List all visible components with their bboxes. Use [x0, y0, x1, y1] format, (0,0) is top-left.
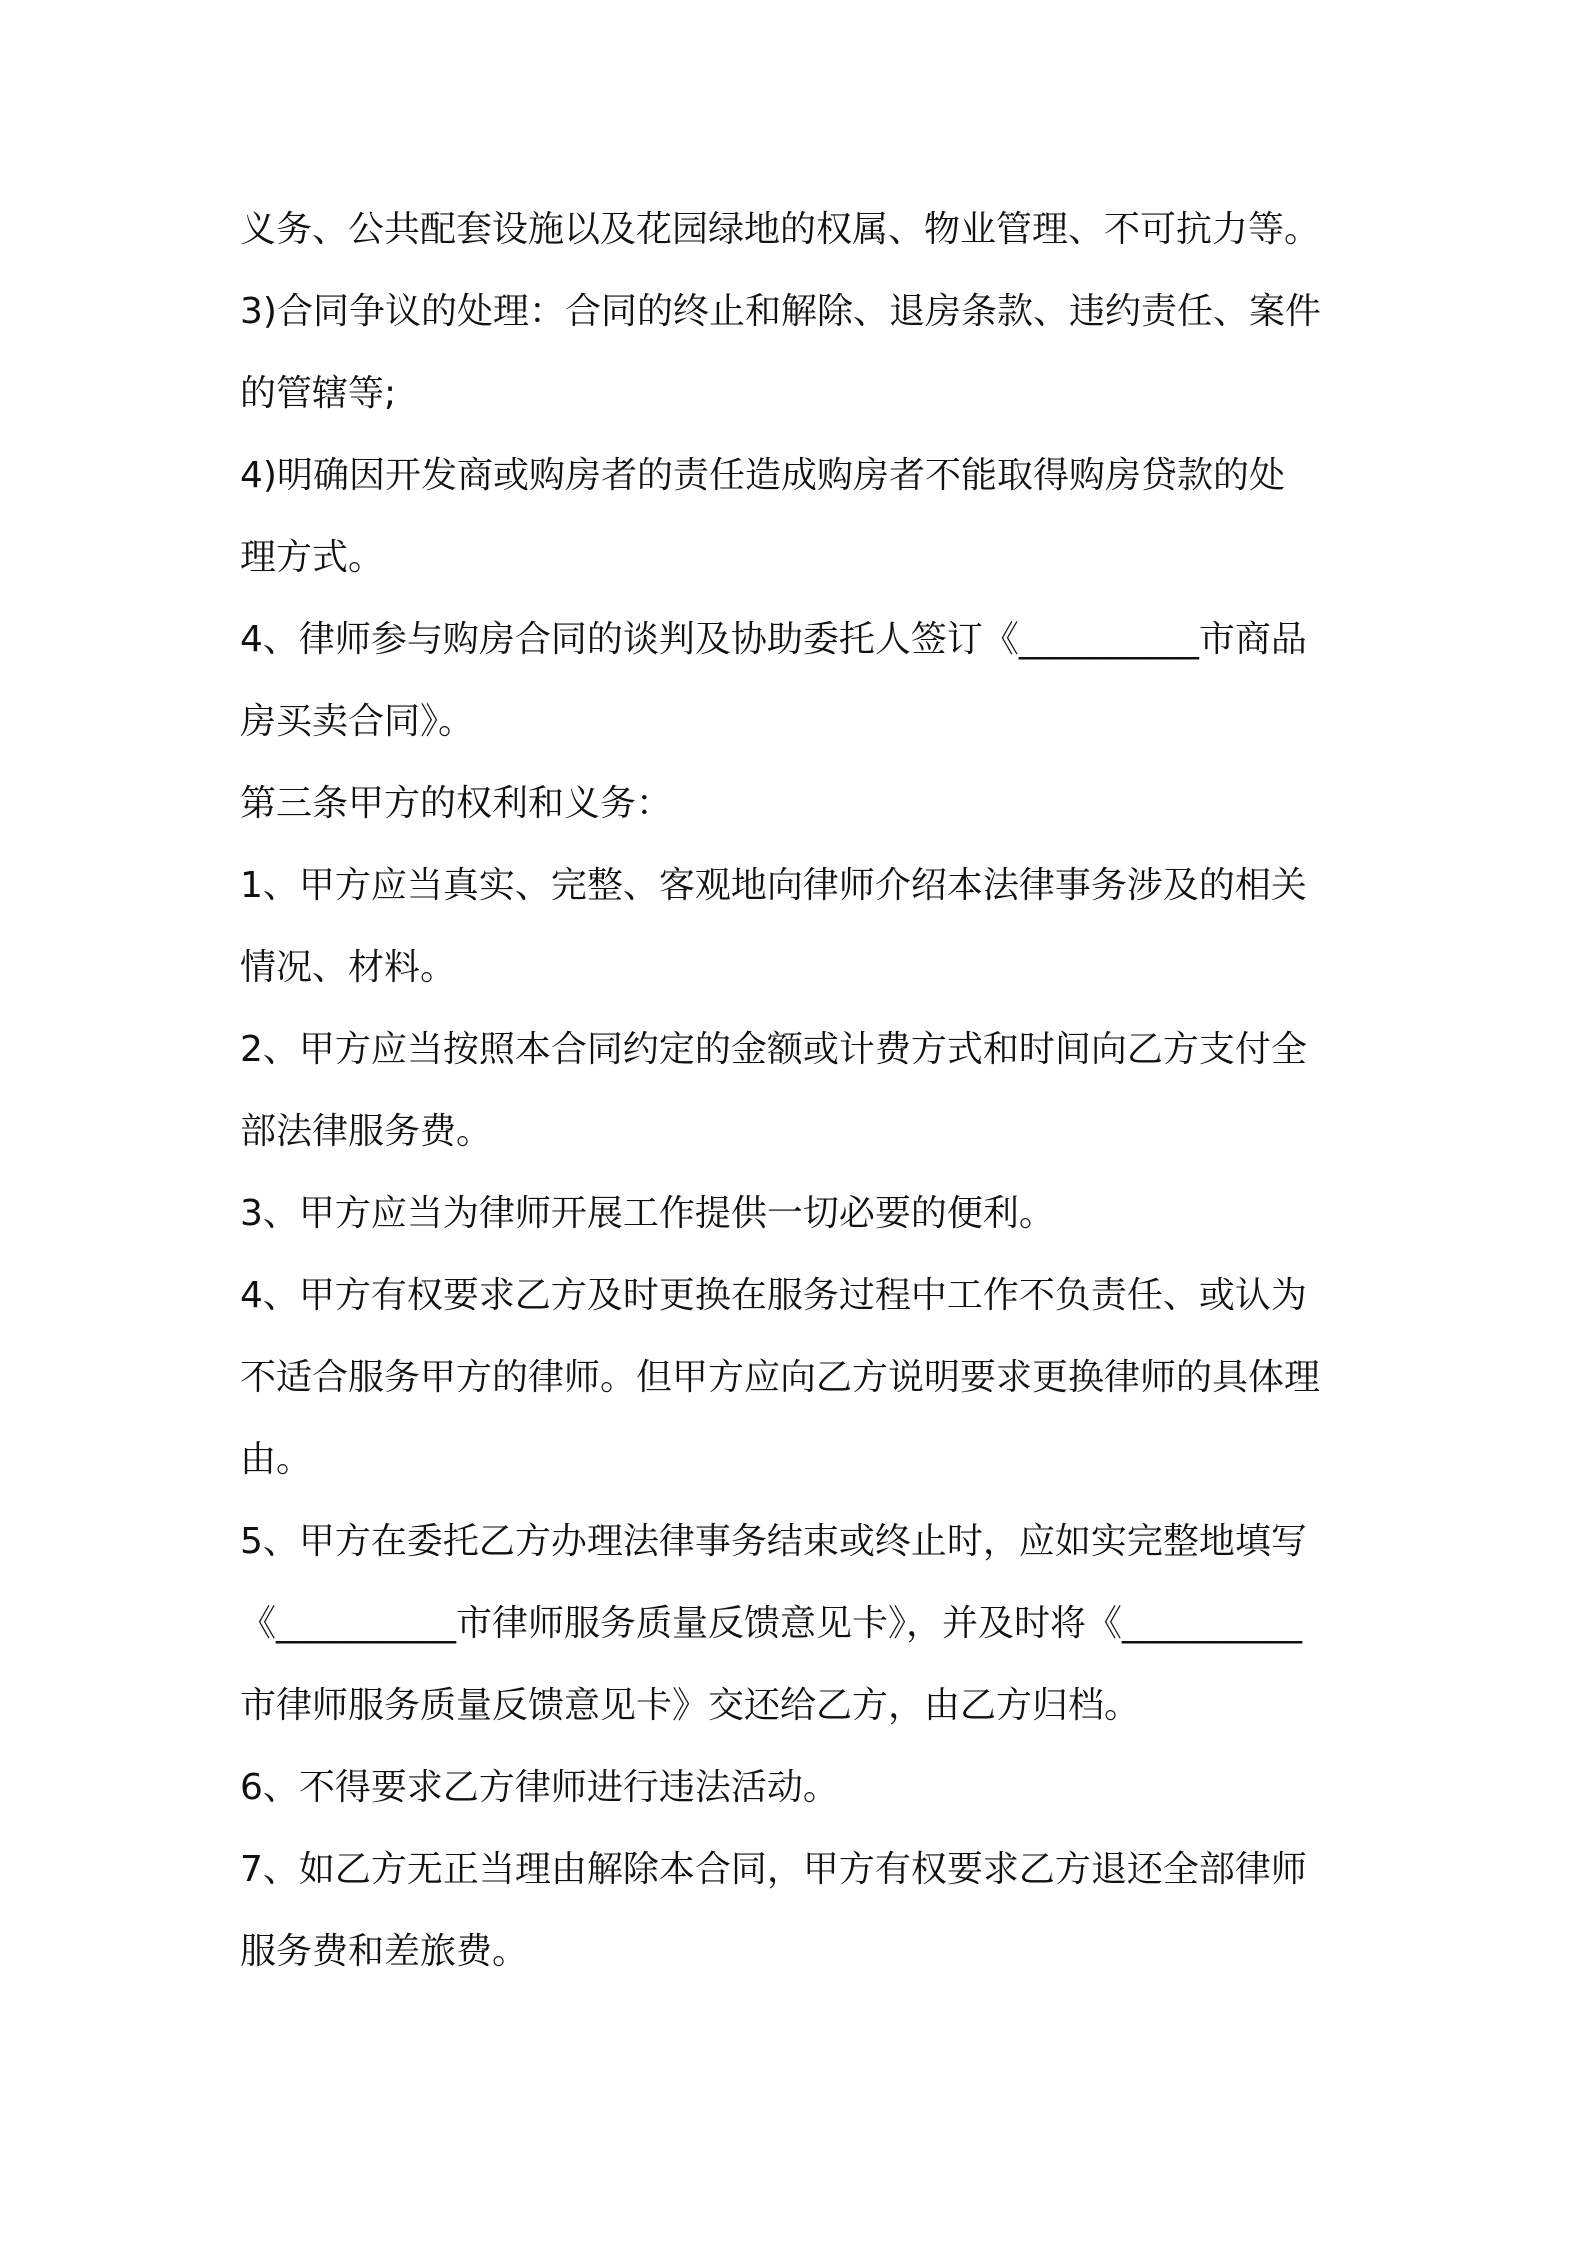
- text-line: 3)合同争议的处理：合同的终止和解除、退房条款、违约责任、案件: [240, 291, 1321, 332]
- text-line: 6、不得要求乙方律师进行违法活动。: [240, 1767, 839, 1808]
- text-line: 由。: [240, 1439, 313, 1480]
- text-line: 4)明确因开发商或购房者的责任造成购房者不能取得购房贷款的处: [240, 455, 1285, 496]
- text-line: 4、律师参与购房合同的谈判及协助委托人签订《__________市商品: [240, 619, 1307, 660]
- text-line: 1、甲方应当真实、完整、客观地向律师介绍本法律事务涉及的相关: [240, 865, 1307, 906]
- text-line: 市律师服务质量反馈意见卡》交还给乙方，由乙方归档。: [240, 1685, 1141, 1726]
- text-line: 2、甲方应当按照本合同约定的金额或计费方式和时间向乙方支付全: [240, 1029, 1307, 1070]
- text-line: 4、甲方有权要求乙方及时更换在服务过程中工作不负责任、或认为: [240, 1275, 1307, 1316]
- text-line: 情况、材料。: [240, 947, 457, 988]
- text-line: 的管辖等;: [240, 373, 397, 414]
- text-line: 理方式。: [240, 537, 385, 578]
- text-line: 不适合服务甲方的律师。但甲方应向乙方说明要求更换律师的具体理: [240, 1357, 1321, 1398]
- text-line: 《__________市律师服务质量反馈意见卡》，并及时将《__________: [240, 1603, 1303, 1644]
- section-heading: 第三条甲方的权利和义务：: [240, 783, 673, 824]
- text-line: 部法律服务费。: [240, 1111, 493, 1152]
- text-line: 房买卖合同》。: [240, 701, 475, 742]
- text-line: 3、甲方应当为律师开展工作提供一切必要的便利。: [240, 1193, 1055, 1234]
- text-line: 7、如乙方无正当理由解除本合同，甲方有权要求乙方退还全部律师: [240, 1849, 1307, 1890]
- text-line: 义务、公共配套设施以及花园绿地的权属、物业管理、不可抗力等。: [240, 209, 1321, 250]
- text-line: 5、甲方在委托乙方办理法律事务结束或终止时，应如实完整地填写: [240, 1521, 1307, 1562]
- text-line: 服务费和差旅费。: [240, 1931, 529, 1972]
